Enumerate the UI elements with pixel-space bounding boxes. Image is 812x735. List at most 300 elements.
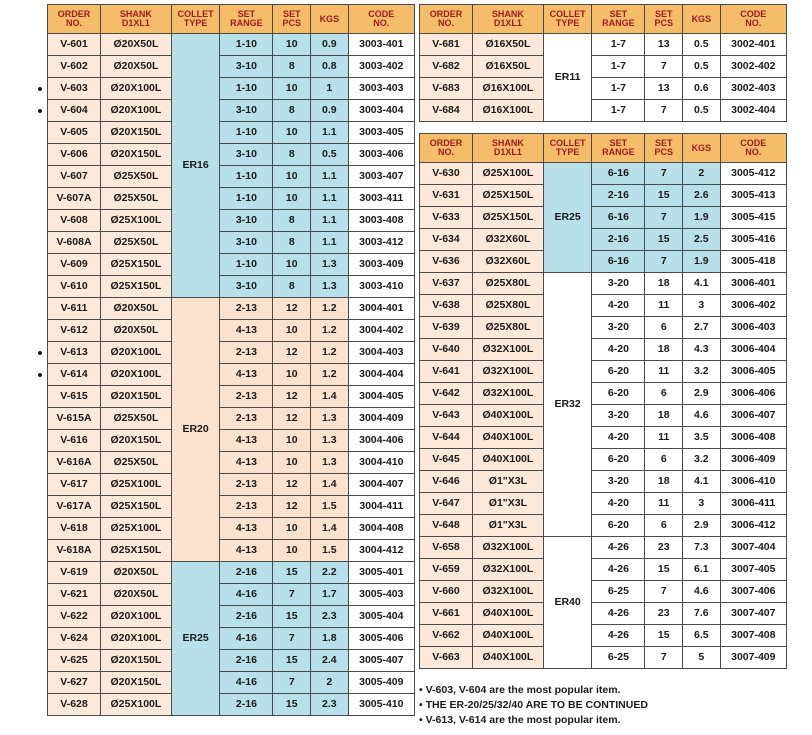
table-row [420,625,787,647]
cell-kgs: 6.5 [683,625,721,647]
cell-shank: Ø25X100L [101,694,172,716]
cell-kgs: 0.5 [311,144,349,166]
table-row [48,144,415,166]
cell-code-no: 3007-406 [720,581,786,603]
table-row [48,188,415,210]
cell-shank: Ø32X60L [473,229,544,251]
cell-set-range: 4-26 [592,603,645,625]
cell-shank: Ø32X60L [473,251,544,273]
cell-kgs: 3 [683,295,721,317]
cell-kgs: 2.3 [311,694,349,716]
cell-shank: Ø20X100L [101,364,172,386]
cell-code-no: 3003-411 [348,188,414,210]
cell-set-range: 4-26 [592,559,645,581]
cell-shank: Ø40X100L [473,647,544,669]
cell-code-no: 3005-401 [348,562,414,584]
cell-order-no: V-628 [48,694,101,716]
cell-kgs: 2.6 [683,185,721,207]
cell-code-no: 3004-409 [348,408,414,430]
table-row [48,276,415,298]
cell-order-no: V-639 [420,317,473,339]
cell-shank: Ø20X150L [101,430,172,452]
table-row [48,342,415,364]
table-row [48,628,415,650]
cell-set-pcs: 8 [273,210,311,232]
table-row [420,163,787,185]
cell-shank: Ø25X150L [101,496,172,518]
cell-shank: Ø25X80L [473,295,544,317]
cell-shank: Ø25X100L [101,210,172,232]
cell-order-no: V-607A [48,188,101,210]
popular-item-marker [38,351,42,355]
cell-shank: Ø25X150L [473,207,544,229]
cell-set-range: 4-26 [592,537,645,559]
cell-set-range: 4-20 [592,295,645,317]
cell-kgs: 1.1 [311,122,349,144]
cell-set-range: 1-10 [220,122,273,144]
cell-code-no: 3004-405 [348,386,414,408]
table-row [48,78,415,100]
cell-set-range: 2-16 [592,185,645,207]
cell-set-pcs: 8 [273,100,311,122]
cell-set-pcs: 6 [645,383,683,405]
cell-order-no: V-603 [48,78,101,100]
cell-code-no: 3006-409 [720,449,786,471]
cell-order-no: V-602 [48,56,101,78]
cell-set-pcs: 18 [645,339,683,361]
cell-shank: Ø20X50L [101,56,172,78]
cell-set-pcs: 15 [273,694,311,716]
cell-set-pcs: 6 [645,449,683,471]
cell-set-range: 1-7 [592,78,645,100]
table-row [420,603,787,625]
cell-shank: Ø16X100L [473,78,544,100]
header-set-range: SET RANGE [220,5,273,34]
cell-shank: Ø40X100L [473,603,544,625]
cell-order-no: V-615 [48,386,101,408]
cell-code-no: 3005-415 [720,207,786,229]
cell-kgs: 0.8 [311,56,349,78]
collet-chuck-table-left [47,4,415,716]
cell-kgs: 0.6 [683,78,721,100]
table-header-right-bottom [420,134,787,163]
cell-set-pcs: 12 [273,408,311,430]
cell-order-no: V-618 [48,518,101,540]
cell-set-range: 4-20 [592,493,645,515]
cell-code-no: 3004-411 [348,496,414,518]
cell-kgs: 2 [311,672,349,694]
cell-set-pcs: 12 [273,496,311,518]
cell-order-no: V-645 [420,449,473,471]
table-row [420,56,787,78]
footnote-3: • V-613, V-614 are the most popular item. [419,713,621,726]
cell-set-range: 6-25 [592,647,645,669]
cell-order-no: V-634 [420,229,473,251]
table-row [48,540,415,562]
cell-set-range: 6-20 [592,515,645,537]
header-code-no: CODE NO. [348,5,414,34]
cell-order-no: V-622 [48,606,101,628]
cell-set-pcs: 7 [273,672,311,694]
cell-code-no: 3006-412 [720,515,786,537]
cell-order-no: V-614 [48,364,101,386]
cell-set-pcs: 8 [273,232,311,254]
cell-order-no: V-631 [420,185,473,207]
cell-set-range: 2-16 [220,650,273,672]
cell-kgs: 2.9 [683,383,721,405]
table-row [420,295,787,317]
cell-set-pcs: 11 [645,427,683,449]
cell-set-pcs: 12 [273,298,311,320]
table-row [48,254,415,276]
header-shank: SHANK D1XL1 [473,134,544,163]
table-row [420,559,787,581]
table-row [48,122,415,144]
cell-shank: Ø32X100L [473,581,544,603]
table-row [48,34,415,56]
cell-code-no: 3006-401 [720,273,786,295]
cell-shank: Ø1"X3L [473,493,544,515]
table-row [48,232,415,254]
table-row [420,427,787,449]
cell-kgs: 0.9 [311,100,349,122]
cell-code-no: 3003-402 [348,56,414,78]
cell-order-no: V-646 [420,471,473,493]
cell-code-no: 3003-408 [348,210,414,232]
cell-order-no: V-615A [48,408,101,430]
cell-kgs: 1.2 [311,320,349,342]
table-row [420,207,787,229]
cell-set-range: 1-7 [592,100,645,122]
cell-code-no: 3004-406 [348,430,414,452]
cell-kgs: 2 [683,163,721,185]
header-set-range: SET RANGE [592,5,645,34]
cell-shank: Ø25X80L [473,317,544,339]
table-row [420,515,787,537]
header-collet-type: COLLET TYPE [171,5,220,34]
cell-code-no: 3004-407 [348,474,414,496]
cell-order-no: V-613 [48,342,101,364]
header-kgs: KGS [683,134,721,163]
header-set-pcs: SET PCS [645,5,683,34]
cell-order-no: V-601 [48,34,101,56]
cell-code-no: 3004-412 [348,540,414,562]
cell-set-pcs: 7 [645,56,683,78]
cell-code-no: 3006-404 [720,339,786,361]
cell-set-pcs: 10 [273,78,311,100]
cell-set-pcs: 11 [645,493,683,515]
cell-kgs: 2.9 [683,515,721,537]
cell-shank: Ø40X100L [473,625,544,647]
cell-code-no: 3004-403 [348,342,414,364]
cell-code-no: 3003-412 [348,232,414,254]
cell-order-no: V-643 [420,405,473,427]
cell-kgs: 3.5 [683,427,721,449]
table-row [420,449,787,471]
cell-order-no: V-660 [420,581,473,603]
cell-collet-type: ER11 [543,34,592,122]
cell-set-range: 3-20 [592,317,645,339]
cell-set-range: 6-20 [592,449,645,471]
cell-set-pcs: 15 [645,229,683,251]
cell-set-range: 1-7 [592,56,645,78]
cell-order-no: V-607 [48,166,101,188]
table-row [420,537,787,559]
header-collet-type: COLLET TYPE [543,5,592,34]
cell-set-pcs: 10 [273,364,311,386]
cell-kgs: 1.3 [311,452,349,474]
cell-kgs: 4.6 [683,405,721,427]
cell-set-range: 6-20 [592,361,645,383]
table-row [48,298,415,320]
cell-set-pcs: 18 [645,405,683,427]
cell-set-range: 4-13 [220,430,273,452]
cell-order-no: V-610 [48,276,101,298]
cell-set-pcs: 18 [645,471,683,493]
cell-kgs: 7.6 [683,603,721,625]
cell-kgs: 1.1 [311,166,349,188]
header-set-range: SET RANGE [592,134,645,163]
cell-kgs: 3.2 [683,449,721,471]
table-row [420,361,787,383]
cell-set-range: 3-10 [220,56,273,78]
cell-shank: Ø20X100L [101,100,172,122]
table-row [420,34,787,56]
cell-kgs: 1.1 [311,188,349,210]
table-row [48,56,415,78]
cell-shank: Ø32X100L [473,361,544,383]
cell-kgs: 3 [683,493,721,515]
cell-code-no: 3002-401 [720,34,786,56]
cell-shank: Ø25X100L [101,518,172,540]
cell-code-no: 3005-407 [348,650,414,672]
cell-kgs: 1.3 [311,276,349,298]
cell-order-no: V-608A [48,232,101,254]
table-row [420,647,787,669]
cell-kgs: 2.7 [683,317,721,339]
cell-code-no: 3006-410 [720,471,786,493]
cell-shank: Ø25X150L [101,540,172,562]
cell-order-no: V-644 [420,427,473,449]
cell-set-pcs: 7 [645,163,683,185]
table-row [420,493,787,515]
table-row [420,273,787,295]
cell-shank: Ø20X50L [101,320,172,342]
cell-set-range: 6-16 [592,207,645,229]
cell-code-no: 3006-403 [720,317,786,339]
cell-code-no: 3007-408 [720,625,786,647]
table-row [420,229,787,251]
cell-shank: Ø20X50L [101,298,172,320]
header-set-pcs: SET PCS [273,5,311,34]
cell-kgs: 0.5 [683,34,721,56]
cell-order-no: V-609 [48,254,101,276]
cell-shank: Ø25X150L [101,254,172,276]
cell-code-no: 3005-409 [348,672,414,694]
cell-set-range: 4-16 [220,584,273,606]
collet-chuck-table-er11 [419,4,787,122]
cell-kgs: 1.1 [311,232,349,254]
cell-set-range: 3-10 [220,100,273,122]
cell-shank: Ø20X100L [101,342,172,364]
cell-code-no: 3002-403 [720,78,786,100]
cell-set-range: 1-10 [220,166,273,188]
cell-set-range: 2-13 [220,496,273,518]
cell-set-range: 3-10 [220,276,273,298]
cell-set-range: 4-26 [592,625,645,647]
table-row [48,364,415,386]
cell-kgs: 4.1 [683,273,721,295]
cell-set-pcs: 11 [645,361,683,383]
cell-shank: Ø25X150L [101,276,172,298]
table-row [420,339,787,361]
cell-kgs: 7.3 [683,537,721,559]
cell-kgs: 1.2 [311,342,349,364]
cell-set-pcs: 8 [273,144,311,166]
cell-collet-type: ER20 [171,298,220,562]
cell-kgs: 4.1 [683,471,721,493]
cell-set-range: 6-25 [592,581,645,603]
cell-shank: Ø25X80L [473,273,544,295]
cell-code-no: 3007-404 [720,537,786,559]
cell-order-no: V-627 [48,672,101,694]
cell-kgs: 2.5 [683,229,721,251]
table-row [48,672,415,694]
cell-order-no: V-662 [420,625,473,647]
cell-kgs: 1.7 [311,584,349,606]
cell-order-no: V-612 [48,320,101,342]
cell-kgs: 1.8 [311,628,349,650]
cell-set-pcs: 23 [645,537,683,559]
cell-kgs: 0.5 [683,100,721,122]
cell-kgs: 1.3 [311,430,349,452]
table-row [48,210,415,232]
cell-set-pcs: 8 [273,56,311,78]
cell-code-no: 3004-410 [348,452,414,474]
cell-set-pcs: 10 [273,166,311,188]
cell-set-pcs: 7 [645,581,683,603]
cell-shank: Ø32X100L [473,383,544,405]
popular-item-marker [38,373,42,377]
cell-set-pcs: 11 [645,295,683,317]
table-row [48,320,415,342]
cell-set-pcs: 12 [273,386,311,408]
cell-set-pcs: 15 [273,650,311,672]
cell-shank: Ø40X100L [473,427,544,449]
cell-shank: Ø40X100L [473,405,544,427]
popular-item-marker [38,87,42,91]
cell-order-no: V-606 [48,144,101,166]
cell-kgs: 1.9 [683,251,721,273]
header-set-pcs: SET PCS [645,134,683,163]
cell-code-no: 3007-407 [720,603,786,625]
cell-order-no: V-611 [48,298,101,320]
cell-kgs: 3.2 [683,361,721,383]
cell-shank: Ø20X100L [101,628,172,650]
cell-order-no: V-681 [420,34,473,56]
cell-code-no: 3006-402 [720,295,786,317]
table-row [420,317,787,339]
cell-kgs: 1.4 [311,386,349,408]
cell-set-range: 4-13 [220,518,273,540]
cell-shank: Ø40X100L [473,449,544,471]
cell-shank: Ø25X100L [101,474,172,496]
cell-order-no: V-619 [48,562,101,584]
cell-order-no: V-658 [420,537,473,559]
cell-shank: Ø25X50L [101,452,172,474]
cell-set-pcs: 7 [273,628,311,650]
cell-set-range: 4-13 [220,452,273,474]
table-row [48,562,415,584]
cell-kgs: 1.4 [311,518,349,540]
cell-set-pcs: 15 [645,625,683,647]
cell-code-no: 3004-402 [348,320,414,342]
cell-kgs: 0.5 [683,56,721,78]
cell-order-no: V-604 [48,100,101,122]
cell-order-no: V-617A [48,496,101,518]
cell-shank: Ø25X150L [473,185,544,207]
header-collet-type: COLLET TYPE [543,134,592,163]
table-row [48,166,415,188]
cell-order-no: V-659 [420,559,473,581]
cell-kgs: 1.5 [311,540,349,562]
table-header-left [48,5,415,34]
cell-order-no: V-661 [420,603,473,625]
cell-kgs: 1.1 [311,210,349,232]
table-row [48,694,415,716]
cell-set-pcs: 7 [645,207,683,229]
cell-set-range: 4-20 [592,427,645,449]
cell-code-no: 3004-401 [348,298,414,320]
cell-code-no: 3005-410 [348,694,414,716]
cell-order-no: V-605 [48,122,101,144]
cell-shank: Ø20X100L [101,606,172,628]
cell-set-range: 2-13 [220,298,273,320]
cell-code-no: 3003-406 [348,144,414,166]
cell-shank: Ø32X100L [473,537,544,559]
table-row [48,408,415,430]
cell-code-no: 3005-418 [720,251,786,273]
cell-set-range: 2-13 [220,386,273,408]
cell-code-no: 3005-412 [720,163,786,185]
cell-code-no: 3003-401 [348,34,414,56]
cell-set-pcs: 6 [645,317,683,339]
cell-set-pcs: 10 [273,540,311,562]
cell-set-pcs: 12 [273,342,311,364]
cell-kgs: 1.2 [311,298,349,320]
cell-set-pcs: 8 [273,276,311,298]
cell-shank: Ø20X150L [101,144,172,166]
cell-code-no: 3006-406 [720,383,786,405]
header-shank: SHANK D1XL1 [473,5,544,34]
cell-order-no: V-642 [420,383,473,405]
footnote-1: • V-603, V-604 are the most popular item. [419,684,621,696]
cell-code-no: 3003-407 [348,166,414,188]
table-row [48,100,415,122]
table-row [420,581,787,603]
cell-set-range: 2-16 [592,229,645,251]
cell-set-pcs: 10 [273,452,311,474]
cell-set-range: 4-13 [220,364,273,386]
cell-kgs: 5 [683,647,721,669]
cell-set-range: 4-16 [220,628,273,650]
cell-order-no: V-663 [420,647,473,669]
cell-set-range: 1-10 [220,254,273,276]
cell-set-range: 4-16 [220,672,273,694]
cell-code-no: 3003-403 [348,78,414,100]
cell-order-no: V-633 [420,207,473,229]
cell-set-range: 1-10 [220,188,273,210]
